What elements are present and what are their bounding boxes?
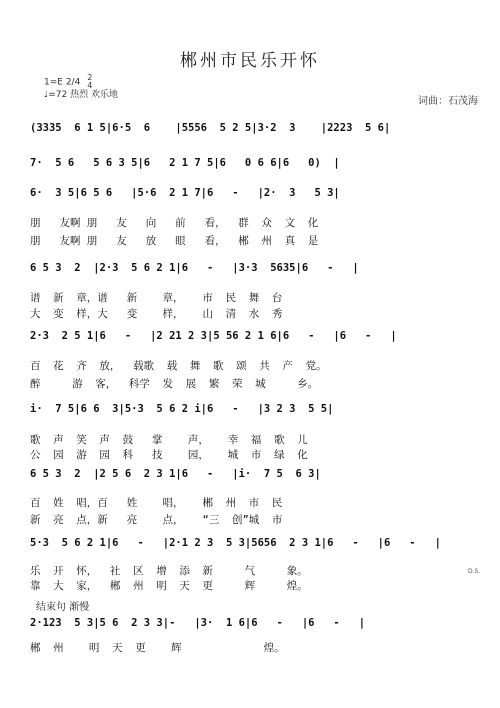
lyric-line: 乐 开 怀， 社 区 增 添 新 气 象。: [30, 565, 308, 577]
lyric-line: 歌 声 笑 声 鼓 掌 声， 幸 福 歌 儿: [30, 434, 308, 446]
notation-line: 7· 5 6 5 6 3 5|6 2 1 7 5|6 0 6 6|6 0) |: [30, 157, 340, 169]
lyric-line: 百 花 齐 放， 载歌 载 舞 歌 颂 共 产 党。: [30, 360, 327, 372]
lyric-line: 百 姓 唱，百 姓 唱， 郴 州 市 民: [30, 497, 283, 509]
notation-line: 2·123 5 3|5 6 2 3 3|- |3· 1 6|6 - |6 - |: [30, 617, 366, 629]
notation-line: i· 7 5|6 6 3|5·3 5 6 2 i|6 - |3 2 3 5 5|: [30, 403, 334, 415]
key-signature: [44, 74, 118, 90]
credits: 词曲：石茂海: [418, 96, 478, 107]
key-and-tempo: [44, 74, 118, 101]
time-bottom: 4: [87, 81, 93, 90]
notation-line: 6 5 3 2 |2 5 6 2 3 1|6 - |i· 7 5 6 3|: [30, 468, 321, 480]
lyric-line: 朋 友啊 朋 友 放 眼 看， 郴 州 真 是: [30, 235, 319, 247]
time-signature: [87, 74, 92, 90]
lyric-line: 大 变 样，大 变 样， 山 清 水 秀: [30, 308, 283, 320]
notation-line: 5·3 5 6 2 1|6 - |2·1 2 3 5 3|5656 2 3 1|6 - |6 - |: [30, 537, 441, 549]
song-title: 郴州市民乐开怀: [180, 51, 320, 71]
lyric-line: 新 亮 点，新 亮 点， “三 创”城 市: [30, 514, 283, 526]
notation-line: (3335 6 1 5|6·5 6 |5556 5 2 5|3·2 3 |2223 5 6|: [30, 122, 391, 134]
lyric-line: 朋 友啊 朋 友 向 前 看， 群 众 文 化: [30, 217, 319, 229]
time-top: 2: [87, 73, 93, 82]
notation-line: 6· 3 5|6 5 6 |5·6 2 1 7|6 - |2· 3 5 3|: [30, 187, 340, 199]
notation-line: 2·3 2 5 1|6 - |2 21 2 3|5 56 2 1 6|6 - |6 - |: [30, 330, 397, 342]
ds-mark: D.S.: [468, 568, 481, 575]
lyric-line: 公 园 游 园 科 技 园， 城 市 绿 化: [30, 449, 308, 461]
lyric-line: 醉 游 客， 科学 发 展 繁 荣 城 乡。: [30, 378, 319, 390]
tempo-marking: ♩=72 热烈 欢乐地: [44, 90, 118, 100]
lyric-line: 靠 大 家， 郴 州 明 天 更 辉 煌。: [30, 580, 308, 592]
coda-mark: 结束句 渐慢: [36, 602, 90, 613]
lyric-line: 郴 州 明 天 更 辉 煌。: [30, 642, 285, 654]
notation-line: 6 5 3 2 |2·3 5 6 2 1|6 - |3·3 5635|6 - |: [30, 262, 359, 274]
key-label: 1=E 2/4: [44, 77, 81, 88]
lyric-line: 谱 新 章，谱 新 章， 市 民 舞 台: [30, 292, 283, 304]
